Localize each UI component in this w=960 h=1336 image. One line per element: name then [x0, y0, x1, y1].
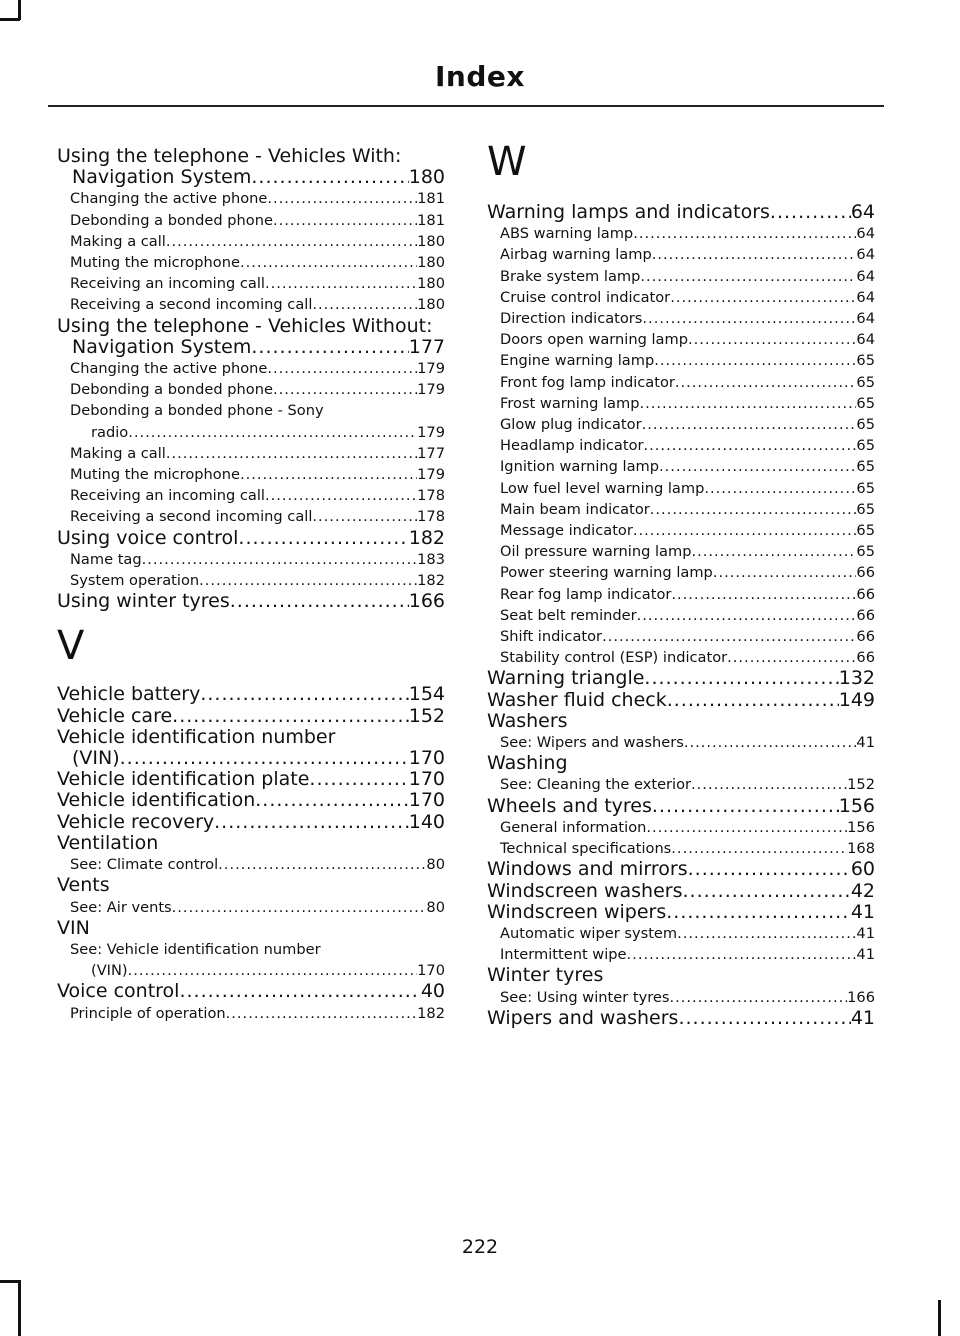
index-subentry [487, 562, 875, 583]
leader-dots [682, 881, 850, 902]
leader-dots [713, 562, 857, 583]
index-entry [57, 337, 445, 358]
entry-page-number: 180 [417, 232, 445, 250]
leader-dots [652, 796, 839, 817]
index-subentry [487, 987, 875, 1008]
leader-dots [652, 244, 857, 265]
leader-dots [669, 987, 847, 1008]
index-entry [487, 690, 875, 711]
crop-mark-top-left-h [0, 18, 20, 21]
entry-page-number: 140 [408, 811, 445, 833]
entry-page-number: 40 [420, 981, 445, 1003]
leader-dots [128, 960, 418, 981]
entry-page-number: 180 [417, 296, 445, 314]
index-subentry [57, 443, 445, 464]
index-subentry [57, 854, 445, 875]
leader-dots [273, 379, 417, 400]
index-entry [487, 668, 875, 689]
leader-dots [255, 790, 408, 811]
entry-text: Navigation System [72, 336, 252, 358]
leader-dots [166, 443, 417, 464]
index-subentry [487, 944, 875, 965]
index-entry [487, 902, 875, 923]
entry-page-number: 182 [417, 1004, 445, 1022]
entry-page-number: 166 [847, 988, 875, 1006]
entry-text: Vehicle identification [57, 790, 256, 812]
leader-dots [691, 541, 856, 562]
entry-page-number: 41 [850, 1007, 875, 1029]
entry-text: Message indicator [500, 522, 633, 540]
entry-page-number: 64 [850, 202, 875, 223]
entry-page-number: 180 [417, 275, 445, 293]
entry-page-number: 66 [856, 606, 875, 624]
leader-dots [637, 605, 857, 626]
index-subentry [487, 499, 875, 520]
entry-page-number: 149 [838, 689, 875, 711]
leader-dots [142, 549, 418, 570]
crop-mark-top-left-v [18, 0, 21, 20]
leader-dots [128, 422, 417, 443]
title-rule [48, 105, 884, 107]
index-entry [57, 591, 445, 612]
entry-text: Washers [487, 710, 568, 732]
index-entry [487, 711, 875, 732]
index-entry [487, 796, 875, 817]
leader-dots [312, 506, 417, 527]
leader-dots [675, 372, 857, 393]
leader-dots [238, 528, 408, 549]
entry-text: See: Wipers and washers [500, 734, 684, 752]
page-number: 222 [461, 1236, 499, 1258]
leader-dots [671, 838, 847, 859]
index-subentry [57, 294, 445, 315]
index-entry [57, 727, 445, 748]
entry-text: See: Air vents [70, 898, 172, 916]
leader-dots [218, 854, 426, 875]
entry-page-number: 64 [856, 288, 875, 306]
entry-text: See: Using winter tyres [500, 988, 670, 1006]
entry-page-number: 180 [408, 167, 445, 189]
entry-page-number: 65 [856, 373, 875, 391]
entry-page-number: 179 [417, 423, 445, 441]
entry-text: Main beam indicator [500, 500, 650, 518]
index-column-right [487, 139, 875, 1029]
entry-text: Glow plug indicator [500, 416, 642, 434]
entry-text: Receiving an incoming call [70, 275, 265, 293]
entry-page-number: 178 [417, 508, 445, 526]
entry-text: radio [91, 423, 129, 441]
index-entry [487, 881, 875, 902]
entry-text: Direction indicators [500, 310, 643, 328]
entry-page-number: 64 [856, 246, 875, 264]
leader-dots [642, 308, 856, 329]
crop-mark-bottom-left-v [18, 1280, 21, 1336]
entry-page-number: 41 [856, 946, 875, 964]
entry-text: General information [500, 818, 647, 836]
index-entry [487, 202, 875, 223]
index-subentry [57, 400, 445, 421]
leader-dots [666, 902, 851, 923]
index-section-letter: W [487, 139, 527, 185]
index-entry [487, 859, 875, 880]
entry-text: Wipers and washers [487, 1007, 679, 1029]
entry-text: Intermittent wipe [500, 946, 627, 964]
index-subentry [57, 506, 445, 527]
index-subentry [487, 923, 875, 944]
leader-dots [309, 769, 408, 790]
leader-dots [199, 570, 417, 591]
entry-text: Windows and mirrors [487, 859, 688, 881]
entry-text: Name tag [70, 550, 142, 568]
entry-text: Ignition warning lamp [500, 458, 660, 476]
index-subentry [57, 549, 445, 570]
entry-text: VIN [57, 917, 90, 939]
entry-page-number: 170 [408, 769, 445, 791]
entry-text: Warning lamps and indicators [487, 202, 770, 223]
index-subentry [487, 647, 875, 668]
entry-text: Using voice control [57, 527, 239, 549]
index-subentry [487, 329, 875, 350]
entry-page-number: 179 [417, 381, 445, 399]
index-subentry [487, 372, 875, 393]
entry-page-number: 41 [850, 901, 875, 923]
leader-dots [688, 859, 851, 880]
entry-page-number: 42 [850, 880, 875, 902]
entry-text: Using the telephone - Vehicles With: [57, 146, 402, 167]
entry-text: Frost warning lamp [500, 394, 640, 412]
leader-dots [172, 897, 427, 918]
entry-text: Ventilation [57, 832, 159, 854]
entry-page-number: 177 [417, 444, 445, 462]
entry-text: Cruise control indicator [500, 288, 671, 306]
leader-dots [251, 337, 408, 358]
index-subentry [487, 626, 875, 647]
entry-text: Muting the microphone [70, 466, 240, 484]
leader-dots [667, 690, 839, 711]
entry-page-number: 65 [856, 543, 875, 561]
index-subentry [487, 308, 875, 329]
index-subentry [57, 570, 445, 591]
entry-text: Stability control (ESP) indicator [500, 649, 728, 667]
leader-dots [677, 923, 856, 944]
crop-mark-bottom-left-h [0, 1280, 20, 1283]
leader-dots [633, 520, 857, 541]
index-subentry [57, 252, 445, 273]
leader-dots [633, 223, 856, 244]
leader-dots [688, 329, 856, 350]
leader-dots [640, 266, 856, 287]
index-subentry [57, 188, 445, 209]
crop-mark-bottom-right-v [938, 1300, 941, 1336]
entry-text: Debonding a bonded phone [70, 211, 273, 229]
entry-text: Headlamp indicator [500, 437, 644, 455]
entry-text: Doors open warning lamp [500, 331, 688, 349]
index-entry [57, 684, 445, 705]
entry-text: Making a call [70, 444, 166, 462]
leader-dots [684, 732, 857, 753]
index-subentry [487, 350, 875, 371]
entry-page-number: 64 [856, 310, 875, 328]
entry-page-number: 80 [426, 856, 445, 874]
index-entry [57, 706, 445, 727]
entry-text: System operation [70, 572, 200, 590]
entry-text: Washer fluid check [487, 689, 667, 711]
entry-page-number: 178 [417, 487, 445, 505]
index-subentry [57, 464, 445, 485]
leader-dots [646, 817, 847, 838]
index-subentry [487, 244, 875, 265]
entry-text: Airbag warning lamp [500, 246, 652, 264]
entry-page-number: 154 [408, 684, 445, 706]
entry-page-number: 66 [856, 564, 875, 582]
entry-page-number: 183 [417, 550, 445, 568]
leader-dots [240, 252, 417, 273]
entry-text: Automatic wiper system [500, 924, 678, 942]
entry-page-number: 41 [856, 734, 875, 752]
entry-page-number: 170 [408, 748, 445, 770]
entry-page-number: 179 [417, 466, 445, 484]
entry-page-number: 64 [856, 331, 875, 349]
entry-text: See: Cleaning the exterior [500, 776, 692, 794]
entry-page-number: 41 [856, 924, 875, 942]
index-subentry [487, 435, 875, 456]
leader-dots [200, 684, 408, 705]
entry-page-number: 64 [856, 225, 875, 243]
entry-text: Vehicle care [57, 705, 173, 727]
index-entry [57, 812, 445, 833]
entry-text: Navigation System [72, 167, 252, 189]
entry-text: ABS warning lamp [500, 225, 634, 243]
entry-text: Front fog lamp indicator [500, 373, 675, 391]
entry-page-number: 152 [408, 705, 445, 727]
entry-text: Washing [487, 753, 568, 775]
index-entry [487, 753, 875, 774]
entry-text: Debonding a bonded phone - Sony [70, 402, 324, 420]
entry-page-number: 132 [838, 668, 875, 690]
index-subentry [487, 266, 875, 287]
leader-dots [644, 668, 838, 689]
entry-page-number: 168 [847, 840, 875, 858]
index-subentry [487, 584, 875, 605]
entry-text: Changing the active phone [70, 360, 268, 378]
entry-text: Rear fog lamp indicator [500, 585, 672, 603]
entry-page-number: 182 [417, 572, 445, 590]
entry-page-number: 180 [417, 254, 445, 272]
entry-text: Vehicle battery [57, 684, 201, 706]
entry-page-number: 65 [856, 458, 875, 476]
index-subentry [57, 379, 445, 400]
index-subentry [487, 520, 875, 541]
index-subentry [57, 897, 445, 918]
index-column-left [57, 146, 445, 1024]
entry-page-number: 65 [856, 500, 875, 518]
entry-page-number: 65 [856, 352, 875, 370]
leader-dots [642, 414, 857, 435]
index-subentry [57, 485, 445, 506]
leader-dots [312, 294, 417, 315]
leader-dots [251, 167, 408, 188]
index-entry [487, 1008, 875, 1029]
entry-text: Technical specifications [500, 840, 672, 858]
index-subentry [57, 939, 445, 960]
index-entry [57, 769, 445, 790]
leader-dots [214, 812, 409, 833]
leader-dots [172, 706, 409, 727]
entry-page-number: 170 [408, 790, 445, 812]
index-subentry [57, 960, 445, 981]
leader-dots [230, 591, 409, 612]
entry-text: Changing the active phone [70, 190, 268, 208]
entry-page-number: 65 [856, 437, 875, 455]
entry-page-number: 65 [856, 479, 875, 497]
leader-dots [166, 231, 417, 252]
entry-text: Wheels and tyres [487, 795, 652, 817]
index-subentry [57, 231, 445, 252]
entry-text: Voice control [57, 981, 180, 1003]
entry-text: Brake system lamp [500, 267, 641, 285]
entry-page-number: 60 [850, 859, 875, 881]
entry-page-number: 156 [838, 795, 875, 817]
entry-text: Windscreen washers [487, 880, 683, 902]
entry-page-number: 170 [417, 962, 445, 980]
index-entry [57, 918, 445, 939]
index-entry [57, 146, 445, 167]
entry-text: Vehicle identification number [57, 726, 336, 748]
leader-dots [179, 981, 420, 1002]
page-title: Index [435, 60, 525, 93]
index-entry [57, 833, 445, 854]
leader-dots [704, 478, 856, 499]
entry-text: See: Vehicle identification number [70, 940, 321, 958]
leader-dots [639, 393, 856, 414]
entry-text: Vehicle recovery [57, 811, 215, 833]
entry-page-number: 65 [856, 394, 875, 412]
entry-page-number: 80 [426, 898, 445, 916]
index-subentry [487, 774, 875, 795]
index-subentry [487, 605, 875, 626]
entry-text: Low fuel level warning lamp [500, 479, 705, 497]
leader-dots [654, 350, 856, 371]
entry-page-number: 66 [856, 628, 875, 646]
entry-text: Oil pressure warning lamp [500, 543, 692, 561]
index-entry [57, 748, 445, 769]
leader-dots [727, 647, 856, 668]
leader-dots [644, 435, 857, 456]
entry-text: Vents [57, 875, 110, 897]
index-subentry [57, 210, 445, 231]
entry-text: Making a call [70, 232, 166, 250]
leader-dots [691, 774, 847, 795]
index-section-letter: V [57, 623, 85, 670]
index-entry [57, 981, 445, 1002]
entry-page-number: 65 [856, 522, 875, 540]
leader-dots [770, 202, 851, 223]
index-entry [57, 316, 445, 337]
entry-page-number: 156 [847, 818, 875, 836]
leader-dots [265, 485, 417, 506]
leader-dots [627, 944, 857, 965]
index-entry [57, 875, 445, 896]
entry-page-number: 64 [856, 267, 875, 285]
entry-text: Receiving a second incoming call [70, 508, 313, 526]
leader-dots [650, 499, 857, 520]
entry-text: Vehicle identification plate [57, 769, 310, 791]
index-subentry [487, 478, 875, 499]
entry-page-number: 166 [408, 591, 445, 613]
leader-dots [670, 287, 856, 308]
entry-page-number: 177 [408, 336, 445, 358]
entry-text: Power steering warning lamp [500, 564, 713, 582]
leader-dots [265, 273, 417, 294]
entry-page-number: 65 [856, 416, 875, 434]
index-subentry [487, 456, 875, 477]
entry-text: Muting the microphone [70, 254, 240, 272]
entry-text: Seat belt reminder [500, 606, 637, 624]
index-subentry [487, 817, 875, 838]
leader-dots [240, 464, 417, 485]
index-subentry [57, 422, 445, 443]
leader-dots [671, 584, 856, 605]
entry-page-number: 66 [856, 585, 875, 603]
index-subentry [487, 223, 875, 244]
entry-text: Winter tyres [487, 965, 604, 987]
leader-dots [120, 748, 409, 769]
index-subentry [487, 732, 875, 753]
leader-dots [602, 626, 856, 647]
entry-text: See: Climate control [70, 856, 219, 874]
index-subentry [487, 414, 875, 435]
entry-text: Warning triangle [487, 668, 645, 690]
entry-page-number: 181 [417, 211, 445, 229]
leader-dots [273, 210, 417, 231]
index-entry [57, 167, 445, 188]
index-subentry [487, 541, 875, 562]
index-subentry [487, 838, 875, 859]
entry-text: (VIN) [72, 748, 120, 770]
entry-page-number: 66 [856, 649, 875, 667]
leader-dots [267, 358, 417, 379]
leader-dots [267, 188, 417, 209]
entry-page-number: 182 [408, 527, 445, 549]
entry-text: Engine warning lamp [500, 352, 655, 370]
index-subentry [57, 1003, 445, 1024]
index-subentry [487, 287, 875, 308]
index-subentry [57, 358, 445, 379]
entry-text: Principle of operation [70, 1004, 226, 1022]
entry-page-number: 152 [847, 776, 875, 794]
leader-dots [678, 1008, 850, 1029]
leader-dots [659, 456, 856, 477]
entry-text: Using winter tyres [57, 591, 230, 613]
index-entry [57, 528, 445, 549]
leader-dots [226, 1003, 418, 1024]
entry-page-number: 181 [417, 190, 445, 208]
index-entry [57, 790, 445, 811]
entry-text: Receiving an incoming call [70, 487, 265, 505]
entry-text: Debonding a bonded phone [70, 381, 273, 399]
index-entry [487, 965, 875, 986]
entry-text: Receiving a second incoming call [70, 296, 313, 314]
entry-page-number: 179 [417, 360, 445, 378]
entry-text: Windscreen wipers [487, 901, 667, 923]
index-subentry [57, 273, 445, 294]
index-subentry [487, 393, 875, 414]
entry-text: (VIN) [91, 962, 128, 980]
entry-text: Shift indicator [500, 628, 603, 646]
entry-text: Using the telephone - Vehicles Without: [57, 315, 433, 337]
